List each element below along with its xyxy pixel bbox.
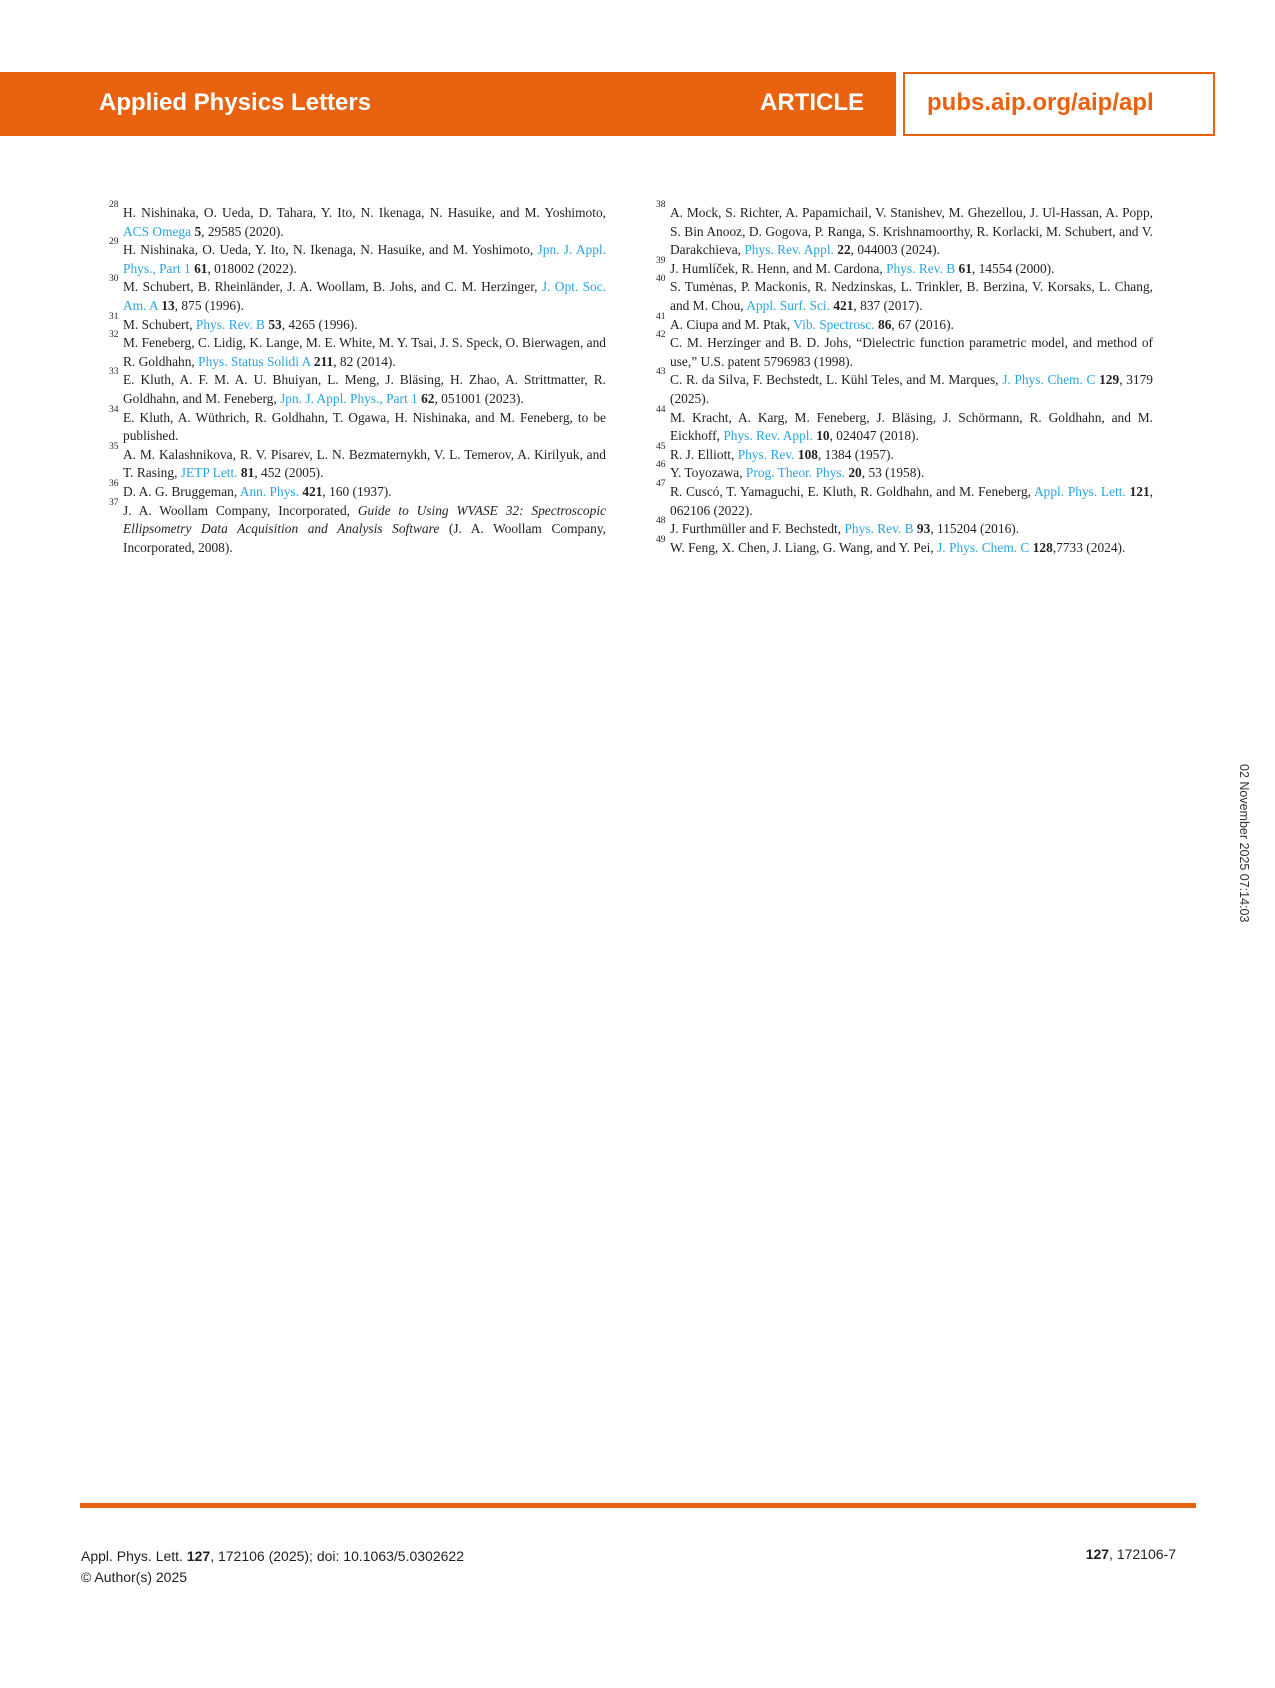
references-left-column xyxy=(109,200,607,557)
reference-text: A. Ciupa and M. Ptak, xyxy=(670,316,794,332)
reference-text: , 018002 (2022). xyxy=(207,260,297,276)
reference-number: 44 xyxy=(656,404,666,415)
reference-text: W. Feng, X. Chen, J. Liang, G. Wang, and Y. Pei, xyxy=(670,539,938,555)
journal-url-link[interactable]: pubs.aip.org/aip/apl xyxy=(927,89,1154,116)
volume-number: 61 xyxy=(958,260,972,276)
journal-link[interactable]: ACS Omega xyxy=(123,223,192,239)
footer-copyright: © Author(s) 2025 xyxy=(81,1569,188,1585)
citation-volume: 127 xyxy=(186,1548,211,1564)
reference-text: A. Mock, S. Richter, A. Papamichail, V. Stanishev, M. Ghezellou, J. Ul-Hassan, A. Popp, S. Bin Anooz, D. Gogova, P. Ranga, S. Krishnamoorthy, R. Korlacki, M. Schubert, and V. Darakchieva, xyxy=(670,205,1153,258)
volume-number: 86 xyxy=(878,316,892,332)
volume-number: 121 xyxy=(1129,483,1150,499)
citation-journal: Appl. Phys. Lett. xyxy=(81,1548,187,1564)
volume-number: 421 xyxy=(833,297,854,313)
volume-number: 10 xyxy=(816,428,830,444)
reference-number: 36 xyxy=(109,478,119,489)
reference-number: 34 xyxy=(109,404,119,415)
reference-item xyxy=(109,404,606,446)
reference-number: 43 xyxy=(656,367,666,378)
reference-number: 31 xyxy=(109,311,119,322)
volume-number: 53 xyxy=(268,316,282,332)
reference-number: 42 xyxy=(656,330,666,341)
reference-item xyxy=(656,330,1153,371)
reference-text: E. Kluth, A. Wüthrich, R. Goldhahn, T. Ogawa, H. Nishinaka, and M. Feneberg, to be published. xyxy=(123,409,606,444)
reference-text: C. M. Herzinger and B. D. Johs, “Dielectric function parametric model, and method of use,” U.S. patent 5796983 (1998). xyxy=(670,335,1153,369)
reference-text: , 160 (1937). xyxy=(322,483,392,499)
journal-link[interactable]: Phys. Rev. Appl. xyxy=(723,428,813,444)
journal-link[interactable]: Appl. Surf. Sci. xyxy=(746,297,830,313)
volume-number: 421 xyxy=(302,483,323,499)
reference-number: 29 xyxy=(109,237,119,248)
footer-citation-block xyxy=(81,1546,464,1588)
journal-link[interactable]: Phys. Rev. xyxy=(737,446,795,462)
reference-text: , 875 (1996). xyxy=(174,297,244,313)
journal-link[interactable]: JETP Lett. xyxy=(180,465,238,481)
volume-number: 93 xyxy=(916,521,931,537)
reference-item xyxy=(656,460,1153,483)
reference-text: A. M. Kalashnikova, R. V. Pisarev, L. N. Bezmaternykh, V. L. Temerov, A. Kirilyuk, and T. Rasing, xyxy=(123,446,606,481)
reference-item xyxy=(109,330,606,371)
journal-url-box xyxy=(903,72,1215,136)
volume-number: 108 xyxy=(797,446,818,462)
reference-item xyxy=(656,255,1153,279)
journal-link[interactable]: Phys. Rev. B xyxy=(844,521,914,537)
reference-item xyxy=(656,200,1153,260)
reference-text: H. Nishinaka, O. Ueda, D. Tahara, Y. Ito, N. Ikenaga, N. Hasuike, and M. Yoshimoto, xyxy=(123,205,606,220)
reference-text: (J. A. Woollam Company, Incorporated, 2008). xyxy=(123,521,606,555)
volume-number: 20 xyxy=(848,465,862,481)
reference-item xyxy=(109,497,606,558)
journal-link[interactable]: J. Phys. Chem. C xyxy=(937,539,1030,555)
journal-link[interactable]: Prog. Theor. Phys. xyxy=(745,465,845,481)
reference-text: J. A. Woollam Company, Incorporated, xyxy=(123,502,358,518)
reference-text: J. Furthmüller and F. Bechstedt, xyxy=(670,521,845,537)
reference-text: J. Humlíček, R. Henn, and M. Cardona, xyxy=(670,260,887,276)
reference-number: 32 xyxy=(109,330,119,341)
reference-text: S. Tumėnas, P. Mackonis, R. Nedzinskas, L. Trinkler, B. Berzina, V. Korsaks, L. Chang, and M. Chou, xyxy=(670,279,1153,313)
reference-text: R. J. Elliott, xyxy=(670,446,738,462)
reference-text: M. Schubert, B. Rheinländer, J. A. Woollam, B. Johs, and C. M. Herzinger, xyxy=(123,279,542,295)
reference-number: 38 xyxy=(656,200,666,210)
reference-item xyxy=(109,478,606,502)
reference-text: , 837 (2017). xyxy=(853,297,923,313)
article-type-label: ARTICLE xyxy=(760,89,864,116)
reference-text: ,7733 (2024). xyxy=(1052,539,1126,555)
journal-link[interactable]: J. Phys. Chem. C xyxy=(1002,372,1096,388)
journal-link[interactable]: J. Opt. Soc. Am. A xyxy=(123,279,607,313)
volume-number: 62 xyxy=(421,390,435,406)
reference-text: , 53 (1958). xyxy=(861,465,925,481)
journal-link[interactable]: Phys. Rev. B xyxy=(886,260,956,276)
reference-item xyxy=(656,516,1153,539)
reference-item xyxy=(656,404,1153,446)
volume-number: 211 xyxy=(313,353,334,369)
journal-link[interactable]: Jpn. J. Appl. Phys., Part 1 xyxy=(123,242,607,276)
reference-number: 45 xyxy=(656,441,666,452)
reference-text: , 115204 (2016). xyxy=(930,521,1020,537)
reference-number: 35 xyxy=(109,441,119,452)
reference-item xyxy=(656,274,1153,315)
volume-number: 128 xyxy=(1032,539,1053,555)
reference-text: , 452 (2005). xyxy=(254,465,324,481)
page-number xyxy=(1086,1546,1176,1562)
reference-item xyxy=(109,200,606,241)
reference-text: C. R. da Silva, F. Bechstedt, L. Kühl Teles, and M. Marques, xyxy=(670,372,1003,388)
reference-text: M. Schubert, xyxy=(123,316,196,332)
reference-text: , 3179 (2025). xyxy=(670,372,1153,406)
reference-text: , 14554 (2000). xyxy=(971,260,1055,276)
reference-text: , 044003 (2024). xyxy=(850,242,940,258)
reference-number: 41 xyxy=(656,311,666,322)
journal-link[interactable]: Phys. Rev. Appl. xyxy=(744,242,834,258)
reference-text: , 024047 (2018). xyxy=(829,428,919,444)
footer-citation xyxy=(81,1546,464,1567)
journal-title: Applied Physics Letters xyxy=(99,89,372,116)
reference-text: , 29585 (2020). xyxy=(201,223,284,239)
reference-number: 30 xyxy=(109,274,119,285)
reference-text: D. A. G. Bruggeman, xyxy=(123,483,240,499)
volume-number: 22 xyxy=(837,242,851,258)
reference-item xyxy=(109,274,607,315)
references-right-column xyxy=(656,200,1154,557)
page-label: , 172106-7 xyxy=(1109,1546,1176,1562)
reference-item xyxy=(656,367,1153,408)
reference-number: 48 xyxy=(656,516,666,527)
reference-text: M. Feneberg, C. Lidig, K. Lange, M. E. White, M. Y. Tsai, J. S. Speck, O. Bierwagen, and R. Goldhahn, xyxy=(123,335,606,369)
reference-number: 40 xyxy=(656,274,666,285)
citation-details: , 172106 (2025); doi: 10.1063/5.0302622 xyxy=(210,1548,464,1564)
reference-item xyxy=(109,367,606,408)
reference-item xyxy=(656,311,1153,335)
journal-link[interactable]: Appl. Phys. Lett. xyxy=(1033,483,1126,499)
footer-rule xyxy=(80,1503,1196,1508)
journal-link[interactable]: Phys. Status Solidi A xyxy=(198,353,311,369)
reference-text: , 67 (2016). xyxy=(891,316,954,332)
reference-number: 33 xyxy=(109,367,119,378)
reference-number: 46 xyxy=(656,460,666,471)
reference-number: 28 xyxy=(109,200,119,210)
reference-text: , 051001 (2023). xyxy=(434,390,524,406)
journal-link[interactable]: Ann. Phys. xyxy=(239,483,299,499)
reference-item xyxy=(656,441,1153,465)
reference-text: M. Kracht, A. Karg, M. Feneberg, J. Bläsing, J. Schörmann, R. Goldhahn, and M. Eickhoff, xyxy=(670,409,1153,444)
journal-link[interactable]: Jpn. J. Appl. Phys., Part 1 xyxy=(280,390,418,406)
reference-text: E. Kluth, A. F. M. A. U. Bhuiyan, L. Meng, J. Bläsing, H. Zhao, A. Strittmatter, R. Goldhahn, and M. Feneberg, xyxy=(123,372,606,406)
volume-number: 13 xyxy=(161,297,175,313)
reference-text: , 062106 (2022). xyxy=(670,483,1154,518)
reference-number: 39 xyxy=(656,255,666,266)
reference-text: , 1384 (1957). xyxy=(817,446,894,462)
reference-text: Y. Toyozawa, xyxy=(670,465,746,481)
volume-number: 81 xyxy=(240,465,255,481)
reference-text: , 4265 (1996). xyxy=(281,316,358,332)
reference-text: H. Nishinaka, O. Ueda, Y. Ito, N. Ikenaga, N. Hasuike, and M. Yoshimoto, xyxy=(123,242,538,258)
reference-number: 47 xyxy=(656,478,666,489)
volume-number: 129 xyxy=(1099,372,1120,388)
volume-number: 61 xyxy=(194,260,208,276)
volume-number: 5 xyxy=(194,223,202,239)
reference-number: 49 xyxy=(656,534,666,545)
reference-title: Guide to Using WVASE 32: Spectroscopic Ellipsometry Data Acquisition and Analysis Software xyxy=(123,502,606,537)
page-volume: 127 xyxy=(1085,1546,1110,1562)
reference-item xyxy=(109,441,606,483)
reference-text: R. Cuscó, T. Yamaguchi, E. Kluth, R. Goldhahn, and M. Feneberg, xyxy=(670,483,1034,499)
reference-text: , 82 (2014). xyxy=(333,353,396,369)
reference-item xyxy=(109,311,606,335)
journal-header-bar xyxy=(0,72,896,136)
download-timestamp: 02 November 2025 07:14:03 xyxy=(1237,764,1251,923)
journal-link[interactable]: Vib. Spectrosc. xyxy=(793,316,875,332)
reference-item xyxy=(656,478,1154,520)
reference-number: 37 xyxy=(109,497,119,508)
reference-item xyxy=(656,534,1153,558)
journal-link[interactable]: Phys. Rev. B xyxy=(195,316,265,332)
reference-item xyxy=(109,237,607,278)
